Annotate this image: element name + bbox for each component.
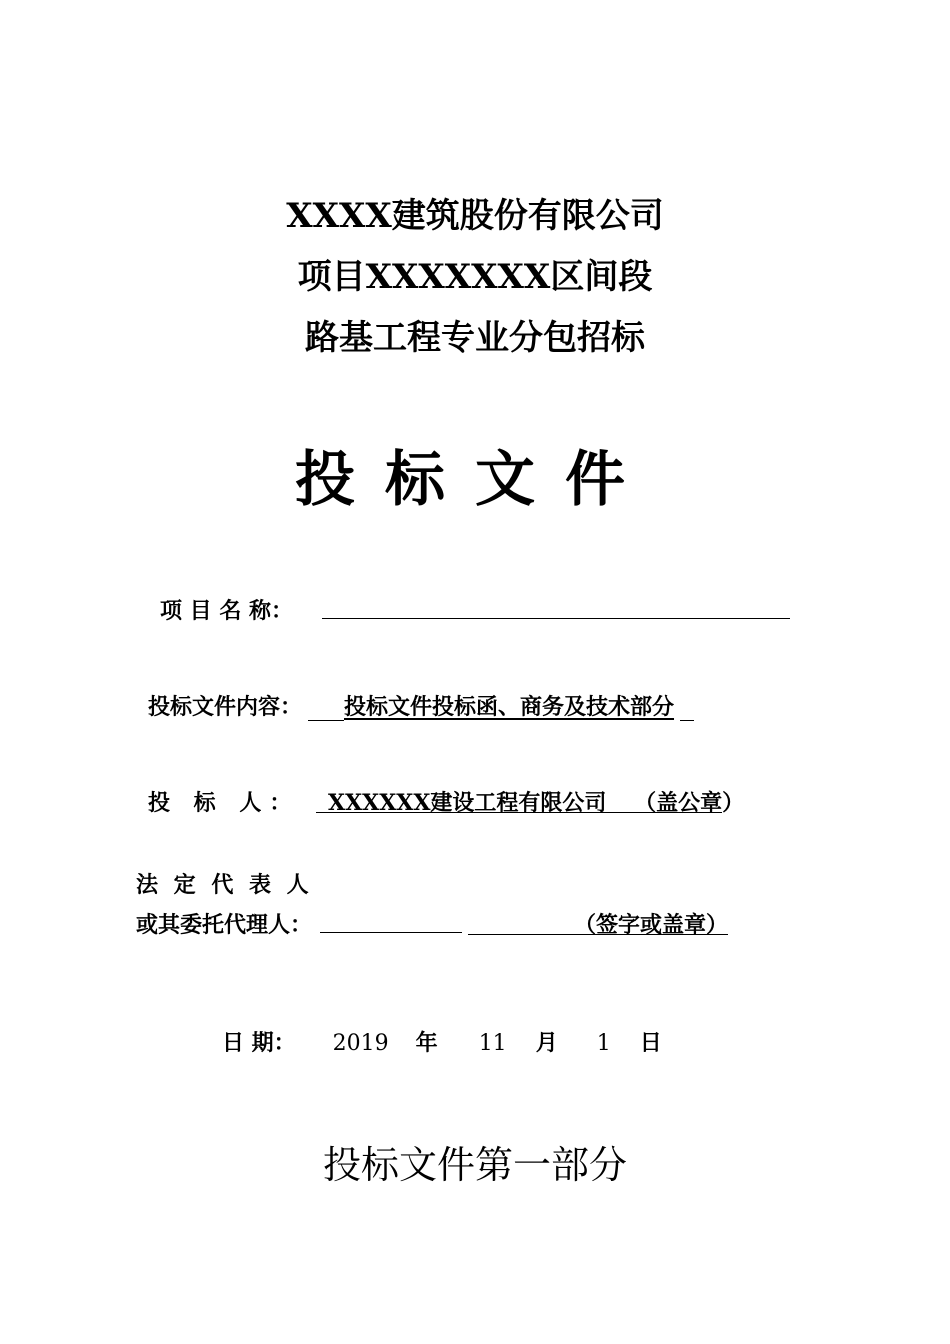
legal-rep-sign-field[interactable] — [468, 908, 728, 938]
content-label: 投标文件内容： — [148, 694, 303, 720]
bidder-seal: （盖公章） — [634, 790, 745, 816]
date-day: 1 — [596, 1031, 611, 1056]
legal-rep-field[interactable] — [320, 908, 462, 933]
project-name-field[interactable] — [322, 596, 790, 619]
date-day-unit: 日 — [639, 1030, 662, 1056]
legal-rep-sign: （签字或盖章） — [573, 912, 728, 938]
date-month: 11 — [478, 1031, 507, 1056]
bidder-value: XXXXXX建设工程有限公司 — [328, 790, 607, 816]
legal-rep-label-1: 法 定 代 表 人 — [136, 872, 313, 898]
project-title: 项目XXXXXXX区间段 — [297, 257, 653, 297]
document-main-title: 投标文件 — [295, 445, 655, 515]
section-heading: 投标文件第一部分 — [322, 1143, 627, 1187]
date-year: 2019 — [332, 1031, 389, 1056]
content-value: 投标文件投标函、商务及技术部分 — [344, 694, 675, 720]
date-month-unit: 月 — [535, 1030, 558, 1056]
project-name-label: 项 目 名 称： — [160, 598, 293, 624]
date-year-unit: 年 — [415, 1030, 438, 1056]
tender-title: 路基工程专业分包招标 — [305, 318, 645, 358]
bidder-label: 投 标 人： — [148, 790, 300, 816]
date-row — [222, 1026, 662, 1057]
bidder-field[interactable] — [316, 786, 745, 816]
company-title: XXXX建筑股份有限公司 — [286, 196, 664, 236]
content-field[interactable] — [308, 690, 694, 721]
legal-rep-label-2: 或其委托代理人： — [136, 912, 313, 938]
date-label: 日 期： — [222, 1030, 296, 1056]
